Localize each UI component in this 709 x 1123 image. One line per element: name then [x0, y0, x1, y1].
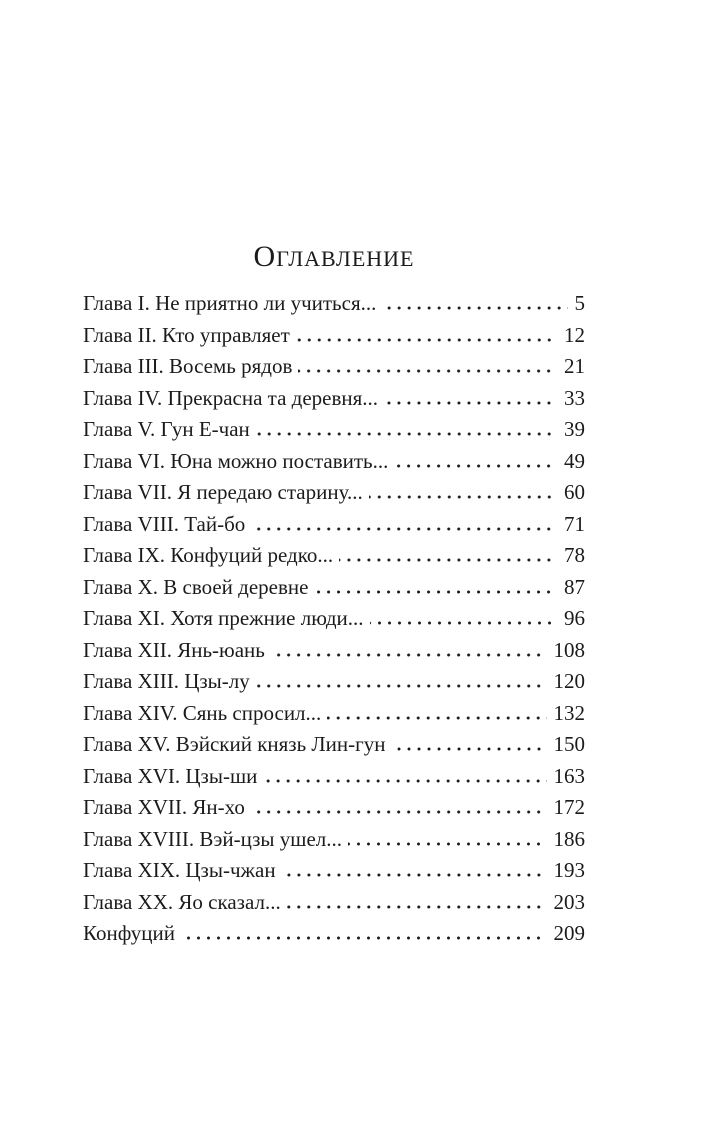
toc-entry — [83, 477, 585, 509]
dot-leader — [382, 306, 567, 310]
toc-entry — [83, 761, 585, 793]
toc-entry-page-number: 108 — [553, 637, 585, 662]
toc-entry-label: Глава XVII. Ян-хо — [83, 795, 245, 819]
dot-leader — [327, 716, 546, 720]
toc-entry-label: Глава IX. Конфуций редко... — [83, 543, 334, 567]
page-title — [83, 240, 585, 274]
toc-entry-page-number: 33 — [564, 385, 585, 410]
dot-leader — [282, 873, 547, 877]
toc-entry-page-number: 172 — [553, 795, 585, 819]
toc-entry-page-number: 5 — [574, 291, 585, 315]
toc-entry-page-number: 132 — [553, 700, 585, 725]
toc-entry-label: Глава I. Не приятно ли учиться... — [83, 291, 377, 315]
toc-entry-page-number: 39 — [564, 417, 585, 441]
toc-entry — [83, 414, 585, 446]
toc-entry — [83, 698, 585, 730]
toc-entry — [83, 887, 585, 919]
dot-leader — [271, 653, 547, 657]
dot-leader — [256, 684, 547, 688]
toc-entry — [83, 446, 585, 478]
toc-entry — [83, 288, 585, 320]
toc-entry-page-number: 120 — [553, 669, 585, 693]
toc-entry-page-number: 60 — [564, 480, 585, 504]
toc-entry-label: Глава IV. Прекрасна та деревня... — [83, 385, 379, 410]
toc-entry-label: Глава III. Восемь рядов — [83, 354, 293, 378]
dot-leader — [384, 401, 557, 405]
toc-entry-label: Конфуций — [83, 921, 175, 945]
toc-entry — [83, 792, 585, 824]
toc-entry-label: Глава XIII. Цзы-лу — [83, 669, 250, 693]
dot-leader — [298, 369, 557, 373]
toc-entry-page-number: 12 — [564, 322, 585, 347]
toc-entry-page-number: 186 — [553, 826, 585, 851]
toc-entry — [83, 635, 585, 667]
dot-leader — [181, 936, 547, 940]
toc-entry-label: Глава XVIII. Вэй-цзы ушел... — [83, 826, 343, 851]
dot-leader — [370, 621, 558, 625]
toc-entry-page-number: 150 — [553, 732, 585, 756]
toc-entry-label: Глава XIX. Цзы-чжан — [83, 858, 276, 882]
toc-entry — [83, 320, 585, 352]
toc-entry-page-number: 21 — [564, 354, 585, 378]
page-title-rest: ГЛАВЛЕНИЕ — [276, 246, 415, 271]
dot-leader — [251, 810, 547, 814]
toc-entry-page-number: 78 — [564, 543, 585, 567]
toc-entry — [83, 824, 585, 856]
toc-entry-label: Глава XII. Янь-юань — [83, 637, 265, 662]
dot-leader — [296, 338, 557, 342]
dot-leader — [369, 495, 557, 499]
toc-entry — [83, 603, 585, 635]
dot-leader — [339, 558, 557, 562]
toc-entry-label: Глава XVI. Цзы-ши — [83, 763, 258, 788]
toc-entry — [83, 540, 585, 572]
page-title-initial: О — [253, 240, 277, 273]
dot-leader — [394, 464, 557, 468]
toc-entry-label: Глава VIII. Тай-бо — [83, 511, 246, 536]
toc-entry-page-number: 87 — [564, 574, 585, 599]
toc-list — [83, 288, 585, 950]
toc-entry — [83, 572, 585, 604]
toc-entry — [83, 666, 585, 698]
toc-entry-label: Глава XV. Вэйский князь Лин-гун — [83, 732, 386, 756]
toc-entry-label: Глава VII. Я передаю старину... — [83, 480, 363, 504]
toc-entry-page-number: 203 — [553, 889, 585, 914]
dot-leader — [251, 527, 557, 531]
toc-entry — [83, 918, 585, 950]
toc-entry-label: Глава XIV. Сянь спросил... — [83, 700, 322, 725]
dot-leader — [256, 432, 557, 436]
toc-entry — [83, 383, 585, 415]
toc-entry — [83, 351, 585, 383]
toc-entry — [83, 855, 585, 887]
toc-entry-label: Глава XX. Яо сказал... — [83, 889, 281, 914]
toc-entry-page-number: 71 — [564, 511, 585, 536]
toc-entry-page-number: 163 — [553, 763, 585, 788]
toc-entry-page-number: 49 — [564, 448, 585, 473]
toc-entry-label: Глава VI. Юна можно поставить... — [83, 448, 389, 473]
toc-entry-label: Глава V. Гун Е-чан — [83, 417, 250, 441]
toc-entry-page-number: 96 — [564, 606, 585, 630]
toc-entry — [83, 509, 585, 541]
toc-entry — [83, 729, 585, 761]
toc-entry-label: Глава II. Кто управляет — [83, 322, 290, 347]
dot-leader — [263, 779, 546, 783]
toc-entry-label: Глава X. В своей деревне — [83, 574, 309, 599]
dot-leader — [392, 747, 547, 751]
toc-entry-page-number: 209 — [553, 921, 585, 945]
dot-leader — [287, 905, 547, 909]
dot-leader — [348, 842, 546, 846]
dot-leader — [314, 590, 557, 594]
toc-entry-label: Глава XI. Хотя прежние люди... — [83, 606, 364, 630]
toc-entry-page-number: 193 — [553, 858, 585, 882]
